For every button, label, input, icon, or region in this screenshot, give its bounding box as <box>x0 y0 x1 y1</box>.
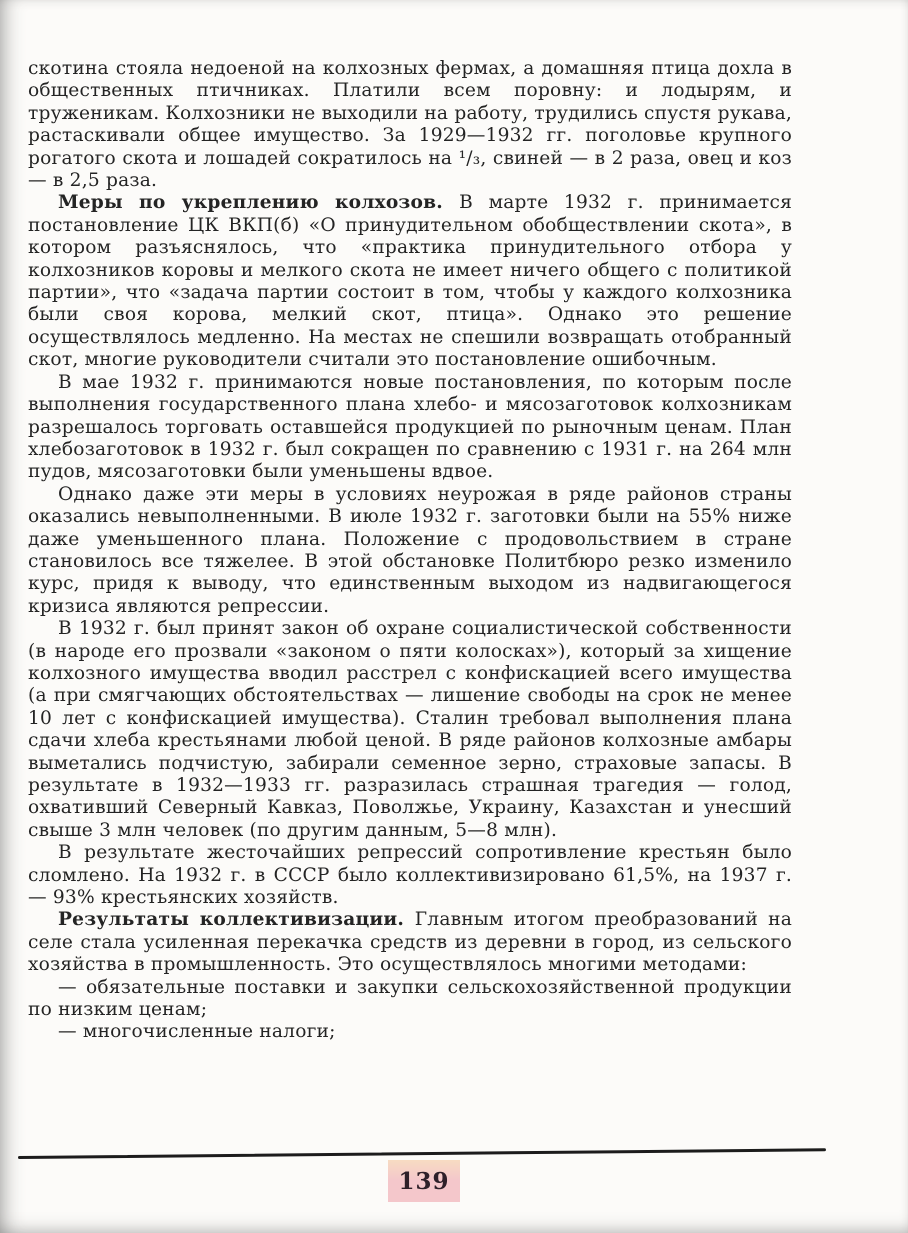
footer-rule <box>18 1148 826 1159</box>
page-number-badge <box>388 1160 460 1202</box>
paragraph-text: — многочисленные налоги; <box>58 1021 336 1043</box>
body-paragraph <box>28 372 792 484</box>
body-paragraph-list-item <box>28 977 792 1022</box>
paragraph-text: В мае 1932 г. принимаются новые постановления, по которым после выполнения государственного плана хлебо- и мясозаготовок колхозникам разрешалось торговать оставшейся продукцией по рыночным ценам. План хлебозаготовок в 1932 г. был сокращен по сравнению с 1931 г. на 264 млн пудов, мясозаготовки были уменьшены вдвое. <box>28 371 792 483</box>
paragraph-text: Главным итогом преобразований на селе стала усиленная перекачка средств из деревни в город, из сельского хозяйства в промышленность. Это осуществлялось многими методами: <box>28 909 792 976</box>
paragraph-lead: Меры по укреплению колхозов. <box>58 192 460 214</box>
page-number: 139 <box>398 1167 450 1195</box>
paragraph-text: В результате жесточайших репрессий сопротивление крестьян было сломлено. На 1932 г. в СССР было коллективизировано 61,5%, на 1937 г. — 93% крестьянских хозяйств. <box>28 842 792 909</box>
body-text <box>28 58 792 1044</box>
body-paragraph <box>28 842 792 909</box>
paragraph-text: скотина стояла недоеной на колхозных фермах, а домашняя птица дохла в общественных птичниках. Платили всем поровну: и лодырям, и труженикам. Колхозники не выходили на работу, трудились спустя рукава, растаскивали общее имущество. За 1929—1932 гг. поголовье крупного рогатого скота и лошадей сократилось на ¹/₃, свиней — в 2 раза, овец и коз — в 2,5 раза. <box>28 58 792 192</box>
body-paragraph-list-item <box>28 1021 792 1043</box>
paragraph-text: Однако даже эти меры в условиях неурожая в ряде районов страны оказались невыполненными. В июле 1932 г. заготовки были на 55% ниже даже уменьшенного плана. Положение с продовольствием в стране становилось все тяжелее. В этой обстановке Политбюро резко изменило курс, придя к выводу, что единственным выходом из надвигающегося кризиса являются репрессии. <box>28 483 792 617</box>
paragraph-text: В марте 1932 г. принимается постановление ЦК ВКП(б) «О принудительном обобществлении скота», в котором разъяснялось, что «практика принудительного отбора у колхозников коровы и мелкого скота не имеет ничего общего с политикой партии», что «задача партии состоит в том, чтобы у каждого колхозника были своя корова, мелкий скот, птица». Однако это решение осуществлялось медленно. На местах не спешили возвращать отобранный скот, многие руководители считали это постановление ошибочным. <box>28 192 792 371</box>
body-paragraph <box>28 618 792 842</box>
body-paragraph <box>28 484 792 618</box>
body-paragraph <box>28 58 792 192</box>
paragraph-lead: Результаты коллективизации. <box>58 909 415 931</box>
paragraph-text: В 1932 г. был принят закон об охране социалистической собственности (в народе его прозвали «законом о пяти колосках»), который за хищение колхозного имущества вводил расстрел с конфискацией всего имущества (а при смягчающих обстоятельствах — лишение свободы на срок не менее 10 лет с конфискацией имущества). Сталин требовал выполнения плана сдачи хлеба крестьянами любой ценой. В ряде районов колхозные амбары выметались подчистую, забирали семенное зерно, страховые запасы. В результате в 1932—1933 гг. разразилась страшная трагедия — голод, охвативший Северный Кавказ, Поволжье, Украину, Казахстан и унесший свыше 3 млн человек (по другим данным, 5—8 млн). <box>28 618 792 841</box>
body-paragraph <box>28 909 792 976</box>
body-paragraph <box>28 192 792 371</box>
paragraph-text: — обязательные поставки и закупки сельскохозяйственной продукции по низким ценам; <box>28 976 792 1021</box>
